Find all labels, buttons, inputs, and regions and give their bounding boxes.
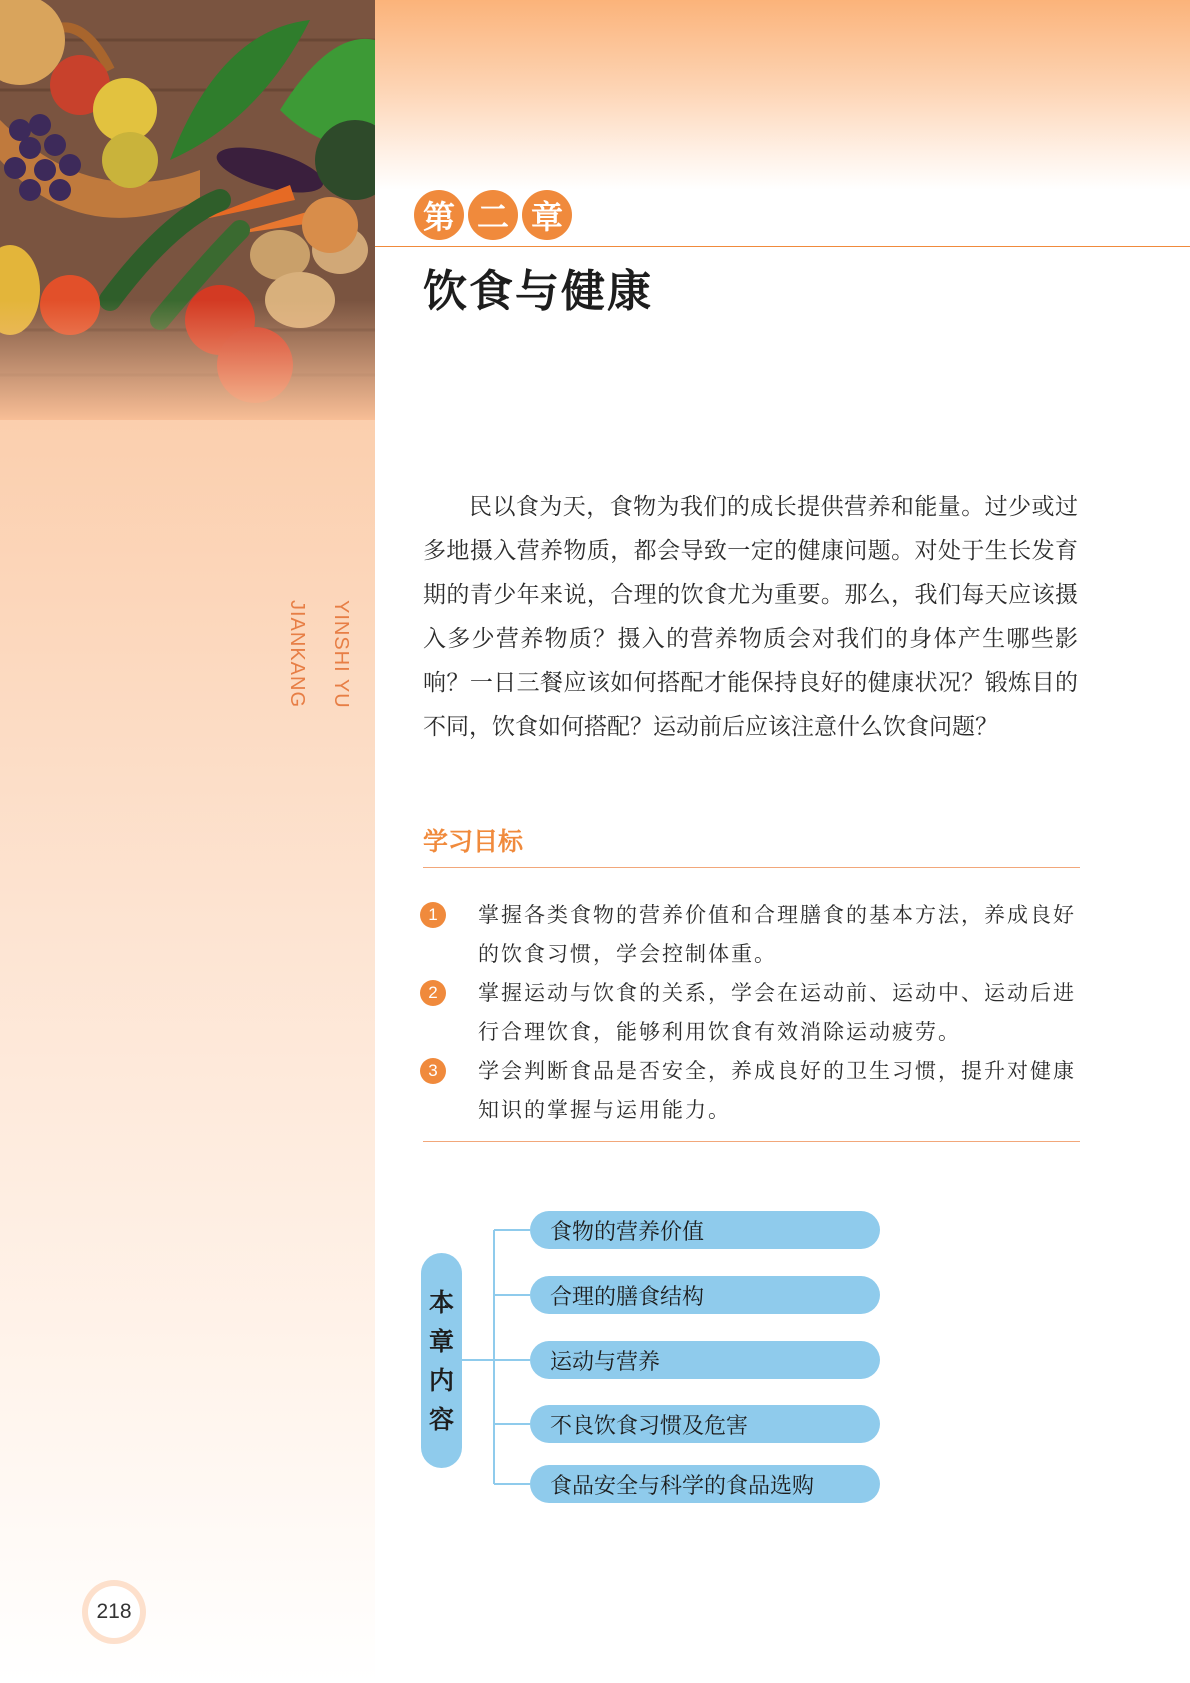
chapter-title: 饮食与健康 xyxy=(423,266,653,317)
contents-topic: 不良饮食习惯及危害 xyxy=(530,1405,880,1443)
chapter-char: 第 xyxy=(414,190,464,240)
contents-label-char: 章 xyxy=(428,1326,454,1356)
chapter-char: 章 xyxy=(522,190,572,240)
contents-topic: 食物的营养价值 xyxy=(530,1211,880,1249)
contents-label-char: 本 xyxy=(428,1287,454,1317)
page-number: 218 xyxy=(88,1586,140,1638)
contents-topic: 合理的膳食结构 xyxy=(530,1276,880,1314)
goal-text: 掌握运动与饮食的关系，学会在运动前、运动中、运动后进行合理饮食，能够利用饮食有效消除运动疲劳。 xyxy=(478,981,1076,1044)
contents-label-char: 内 xyxy=(428,1365,454,1395)
pinyin-line-2: JIANKANG xyxy=(286,600,308,709)
contents-topic: 运动与营养 xyxy=(530,1341,880,1379)
chapter-contents-label xyxy=(421,1253,462,1468)
intro-paragraph: 民以食为天，食物为我们的成长提供营养和能量。过少或过多地摄入营养物质，都会导致一定的健康问题。对处于生长发育期的青少年来说，合理的饮食尤为重要。那么，我们每天应该摄入多少营养物质？摄入的营养物质会对我们的身体产生哪些影响？一日三餐应该如何搭配才能保持良好的健康状况？锻炼目的不同，饮食如何搭配？运动前后应该注意什么饮食问题？ xyxy=(423,494,1078,740)
goal-text: 学会判断食品是否安全，养成良好的卫生习惯，提升对健康知识的掌握与运用能力。 xyxy=(478,1059,1076,1122)
goal-number-badge: 1 xyxy=(420,902,446,928)
goal-number-badge: 2 xyxy=(420,980,446,1006)
goals-heading: 学习目标 xyxy=(423,827,524,856)
chapter-char: 二 xyxy=(468,190,518,240)
goal-number-badge: 3 xyxy=(420,1058,446,1084)
goal-text: 掌握各类食物的营养价值和合理膳食的基本方法，养成良好的饮食习惯，学会控制体重。 xyxy=(478,903,1076,966)
contents-topic: 食品安全与科学的食品选购 xyxy=(530,1465,880,1503)
pinyin-line-1: YINSHI YU xyxy=(330,600,352,709)
contents-label-char: 容 xyxy=(428,1404,454,1434)
